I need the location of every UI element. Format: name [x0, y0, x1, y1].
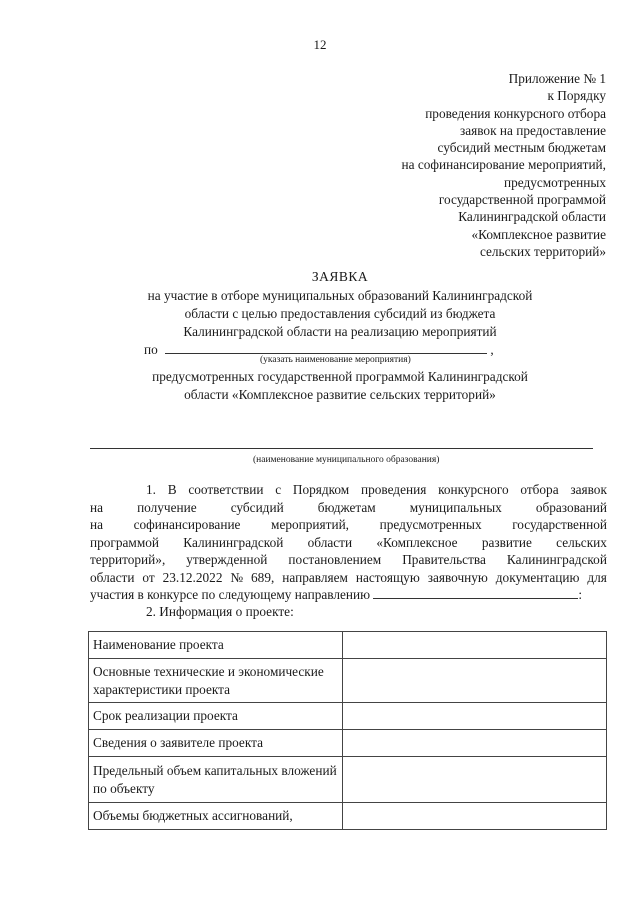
word: 1.	[146, 482, 156, 497]
word: области	[90, 569, 135, 585]
word: территорий»,	[90, 552, 166, 567]
word: с	[275, 482, 282, 497]
word: государственной	[512, 517, 607, 532]
table-row	[89, 730, 607, 757]
subtitle-line: Калининградской области на реализацию мероприятий	[183, 324, 497, 339]
municipality-hint: (наименование муниципального образования)	[253, 455, 440, 465]
appendix-line: на софинансирование мероприятий,	[401, 157, 606, 173]
word: предусмотренных	[379, 517, 482, 532]
word: «Комплексное	[376, 534, 458, 550]
word: области	[307, 534, 353, 550]
row-label: Срок реализации проекта	[89, 703, 343, 730]
appendix-line: Приложение № 1	[508, 71, 606, 86]
row-label: Основные технические и экономические характеристики проекта	[89, 659, 343, 703]
word: образований	[535, 499, 607, 515]
appendix-line: к Порядку	[547, 88, 606, 104]
word: бюджетам	[317, 499, 376, 515]
word: №	[230, 569, 244, 585]
subtitle-line: предусмотренных государственной программой Калининградской	[152, 369, 528, 384]
row-value-cell[interactable]	[343, 803, 607, 830]
table-row	[89, 703, 607, 730]
paragraph-line	[90, 499, 607, 517]
subtitle-line: на участие в отборе муниципальных образований Калининградской	[147, 288, 533, 303]
word: для	[587, 569, 607, 585]
word: 689,	[251, 569, 275, 585]
word: 23.12.2022	[162, 569, 223, 585]
row-value-cell[interactable]	[343, 730, 607, 757]
paragraph-2: 2. Информация о проекте:	[146, 604, 294, 619]
word: постановлением	[288, 552, 382, 567]
table-row	[89, 659, 607, 703]
row-value-cell[interactable]	[343, 703, 607, 730]
direction-text: участия в конкурсе по следующему направлению	[90, 587, 371, 602]
paragraph-line	[90, 551, 607, 569]
word: Правительства	[402, 552, 486, 567]
word: проведения	[360, 482, 427, 497]
word: софинансирование	[133, 517, 241, 532]
program-subtitle	[95, 368, 585, 404]
subtitle-line: области с целью предоставления субсидий из бюджета	[184, 306, 496, 321]
word: направляем	[282, 569, 348, 585]
row-label: Объемы бюджетных ассигнований,	[89, 803, 343, 830]
event-name-blank[interactable]	[165, 341, 487, 354]
table-row	[89, 803, 607, 830]
word: получение	[137, 499, 197, 515]
row-label: Сведения о заявителе проекта	[89, 730, 343, 757]
appendix-line: субсидий местным бюджетам	[437, 140, 606, 156]
document-title: ЗАЯВКА	[311, 269, 369, 284]
document-subtitle	[110, 287, 570, 341]
word: Калининградской	[506, 552, 607, 567]
row-label: Наименование проекта	[89, 632, 343, 659]
appendix-line: предусмотренных	[503, 174, 606, 190]
word: развитие	[481, 534, 532, 550]
appendix-line: сельских территорий»	[479, 243, 606, 259]
row-value-cell[interactable]	[343, 757, 607, 803]
word: конкурсного	[438, 482, 509, 497]
word: соответствии	[188, 482, 264, 497]
paragraph-line	[90, 569, 607, 587]
table-row	[89, 632, 607, 659]
word: утвержденной	[186, 552, 268, 567]
row-value-cell[interactable]	[343, 659, 607, 703]
row-label: Предельный объем капитальных вложений по объекту	[89, 757, 343, 803]
direction-colon: :	[578, 587, 583, 602]
page-number: 12	[313, 37, 327, 52]
appendix-line: заявок на предоставление	[459, 122, 606, 138]
word: заявок	[570, 482, 607, 497]
paragraph-line	[90, 516, 607, 534]
word: муниципальных	[409, 499, 502, 515]
word: Калининградской	[183, 534, 284, 550]
appendix-line: Калининградской области	[458, 209, 606, 225]
word: субсидий	[230, 499, 284, 515]
appendix-line: «Комплексное развитие	[471, 226, 606, 242]
direction-blank[interactable]	[373, 586, 578, 599]
word: В	[167, 482, 177, 497]
word: программой	[90, 534, 160, 550]
appendix-header	[306, 70, 606, 260]
word: отбора	[520, 482, 559, 497]
word: от	[142, 569, 155, 585]
paragraph-line	[90, 481, 607, 499]
word: мероприятий,	[271, 517, 350, 532]
word: сельских	[556, 534, 607, 550]
paragraph-line	[90, 534, 607, 552]
table-row	[89, 757, 607, 803]
word: заявочную	[427, 569, 488, 585]
appendix-line: государственной программой	[438, 192, 606, 208]
subtitle-line: области «Комплексное развитие сельских территорий»	[184, 387, 496, 402]
row-value-cell[interactable]	[343, 632, 607, 659]
project-info-table	[88, 631, 607, 830]
word: настоящую	[355, 569, 420, 585]
paragraph-line	[90, 586, 607, 604]
po-suffix: ,	[490, 342, 494, 357]
event-name-hint: (указать наименование мероприятия)	[260, 355, 411, 365]
word: на	[90, 499, 104, 515]
appendix-line: проведения конкурсного отбора	[425, 105, 606, 121]
word: документацию	[495, 569, 580, 585]
municipality-blank[interactable]	[90, 448, 593, 449]
word: на	[90, 517, 104, 532]
paragraph-1	[90, 481, 607, 604]
po-prefix: по	[144, 342, 158, 357]
word: Порядком	[292, 482, 350, 497]
